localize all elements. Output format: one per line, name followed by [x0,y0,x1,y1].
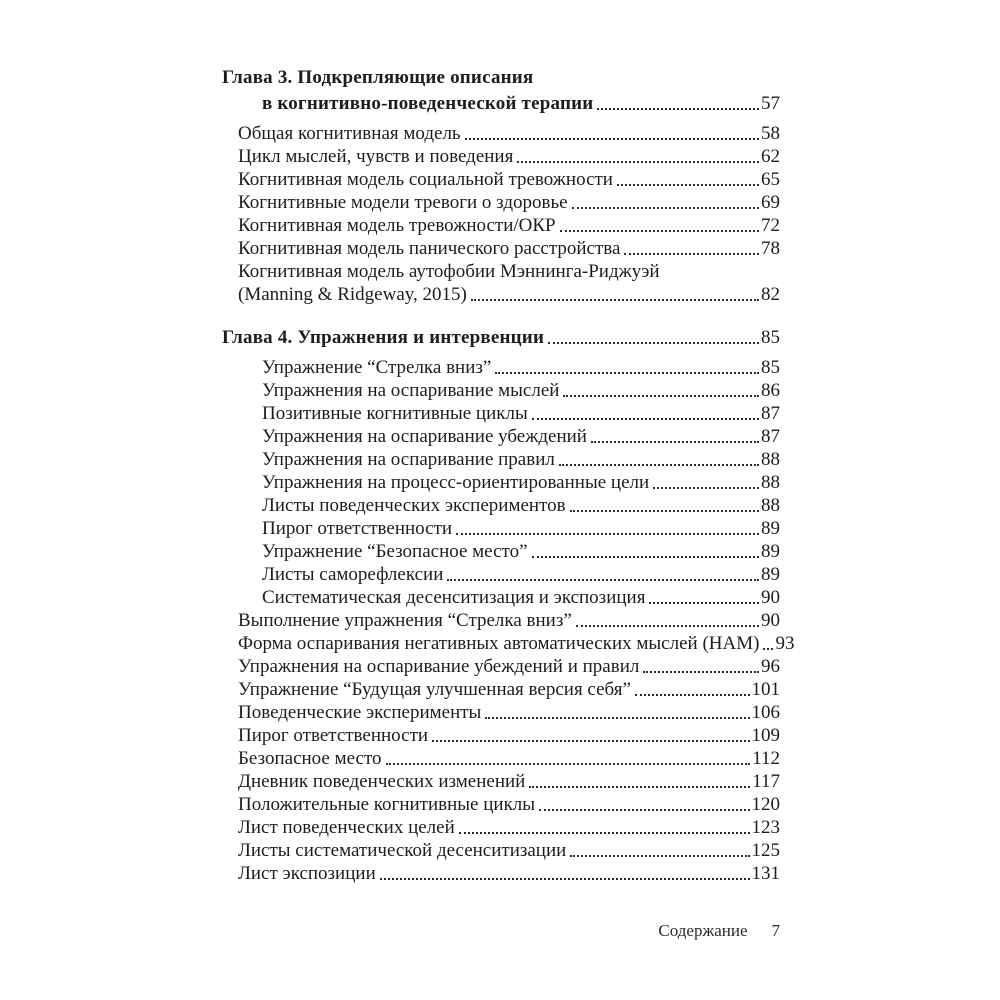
entry-page-number: 131 [751,863,780,884]
entry-title: Общая когнитивная модель [238,123,461,144]
dot-leader [617,184,759,186]
entry-title: Позитивные когнитивные циклы [262,403,528,424]
entry-title: Безопасное место [238,748,382,769]
entry-title: Упражнение “Будущая улучшенная версия себя” [238,679,631,700]
entry-title: Глава 4. Упражнения и интервенции [222,327,545,348]
toc-entry [262,563,780,586]
entry-title: Систематическая десенситизация и экспозиция [262,587,646,608]
entry-page-number: 57 [761,93,780,114]
entry-page-number: 90 [761,587,780,608]
dot-leader [459,832,750,834]
toc-section [222,63,780,306]
entry-page-number: 101 [751,679,780,700]
entry-page-number: 89 [761,564,780,585]
toc-entry [238,816,780,839]
dot-leader [559,464,759,466]
toc-entry [238,260,780,283]
dot-leader [624,253,759,255]
entry-page-number: 120 [751,794,780,815]
entry-title: Когнитивная модель социальной тревожности [238,169,613,190]
toc-entry [262,425,780,448]
dot-leader [495,372,759,374]
entry-title: Цикл мыслей, чувств и поведения [238,146,514,167]
dot-leader [635,694,750,696]
dot-leader [432,740,749,742]
toc-entry [238,214,780,237]
entry-page-number: 65 [761,169,780,190]
entry-page-number: 89 [761,518,780,539]
entry-title: Упражнения на оспаривание правил [262,449,555,470]
dot-leader [649,602,759,604]
dot-leader [548,342,759,344]
entry-page-number: 87 [761,403,780,424]
page-footer [222,921,780,941]
dot-leader [517,161,759,163]
toc-entry [238,770,780,793]
dot-leader [570,855,749,857]
toc-entry [238,145,780,168]
entry-title: Когнитивная модель аутофобии Мэннинга-Риджуэй [238,261,660,282]
dot-leader [643,671,759,673]
dot-leader [532,556,760,558]
toc-entry [262,448,780,471]
entry-title: Упражнения на процесс-ориентированные цели [262,472,650,493]
toc-entry [262,540,780,563]
toc-entry [238,747,780,770]
entry-page-number: 106 [751,702,780,723]
entry-title: Пирог ответственности [262,518,453,539]
dot-leader [447,579,759,581]
dot-leader [471,299,759,301]
entry-page-number: 85 [761,357,780,378]
entry-page-number: 125 [751,840,780,861]
entry-title: Когнитивная модель тревожности/ОКР [238,215,556,236]
entry-title: Упражнения на оспаривание убеждений и правил [238,656,640,677]
entry-title: Листы саморефлексии [262,564,444,585]
toc-entry [262,402,780,425]
entry-page-number: 88 [761,472,780,493]
entry-title: Когнитивная модель панического расстройства [238,238,621,259]
entry-page-number: 93 [775,633,795,654]
entry-title: Листы систематической десенситизации [238,840,567,861]
entry-title: Пирог ответственности [238,725,429,746]
entry-page-number: 89 [761,541,780,562]
dot-leader [591,441,759,443]
dot-leader [386,763,751,765]
toc-entry [238,701,780,724]
entry-title: Упражнения на оспаривание мыслей [262,380,560,401]
dot-leader [560,230,759,232]
footer-page-number: 7 [771,921,780,940]
toc-entry [238,793,780,816]
toc-entry [238,632,795,655]
dot-leader [529,786,750,788]
entry-title: Листы поведенческих экспериментов [262,495,566,516]
entry-page-number: 112 [752,748,780,769]
dot-leader [380,878,750,880]
toc-entry [238,839,780,862]
table-of-contents [222,63,795,885]
dot-leader [653,487,759,489]
entry-title: Лист экспозиции [238,863,376,884]
entry-page-number: 72 [761,215,780,236]
dot-leader [485,717,749,719]
dot-leader [597,108,759,110]
entry-page-number: 123 [751,817,780,838]
entry-page-number: 85 [761,327,780,348]
entry-page-number: 88 [761,495,780,516]
footer-section-label: Содержание [658,921,748,940]
toc-entry [238,724,780,747]
entry-title: Упражнения на оспаривание убеждений [262,426,587,447]
toc-entry [262,379,780,402]
entry-title: Лист поведенческих целей [238,817,455,838]
toc-entry [262,471,780,494]
dot-leader [570,510,759,512]
entry-page-number: 78 [761,238,780,259]
entry-title: Упражнение “Безопасное место” [262,541,528,562]
toc-entry [238,237,780,260]
dot-leader [572,207,759,209]
toc-entry [238,678,780,701]
dot-leader [539,809,749,811]
entry-page-number: 86 [761,380,780,401]
entry-page-number: 109 [751,725,780,746]
entry-title: Дневник поведенческих изменений [238,771,526,792]
entry-title: в когнитивно-поведенческой терапии [262,93,594,114]
entry-page-number: 87 [761,426,780,447]
entry-title: Глава 3. Подкрепляющие описания [222,67,534,88]
entry-page-number: 62 [761,146,780,167]
toc-entry [262,586,780,609]
entry-title: Поведенческие эксперименты [238,702,482,723]
entry-page-number: 69 [761,192,780,213]
dot-leader [576,625,759,627]
toc-chapter-heading [222,89,780,115]
entry-page-number: 117 [752,771,780,792]
entry-title: (Manning & Ridgeway, 2015) [238,284,467,305]
dot-leader [532,418,759,420]
toc-entry [238,862,780,885]
toc-entry [238,122,780,145]
entry-page-number: 82 [761,284,780,305]
toc-chapter-heading [222,63,780,89]
entry-page-number: 88 [761,449,780,470]
dot-leader [456,533,759,535]
toc-entry [262,517,780,540]
toc-entry [262,494,780,517]
toc-entry [238,191,780,214]
dot-leader [563,395,759,397]
entry-title: Упражнение “Стрелка вниз” [262,357,492,378]
dot-leader [763,648,773,650]
entry-title: Положительные когнитивные циклы [238,794,536,815]
toc-chapter-heading [222,323,780,349]
toc-entry [262,356,780,379]
entry-title: Когнитивные модели тревоги о здоровье [238,192,568,213]
entry-page-number: 58 [761,123,780,144]
dot-leader [465,138,759,140]
toc-section [222,323,795,885]
entry-page-number: 96 [761,656,780,677]
entry-title: Форма оспаривания негативных автоматических мыслей (НАМ) [238,633,760,654]
toc-entry [238,609,780,632]
toc-entry [238,655,780,678]
toc-entry [238,168,780,191]
entry-page-number: 90 [761,610,780,631]
entry-title: Выполнение упражнения “Стрелка вниз” [238,610,572,631]
toc-entry [238,283,780,306]
